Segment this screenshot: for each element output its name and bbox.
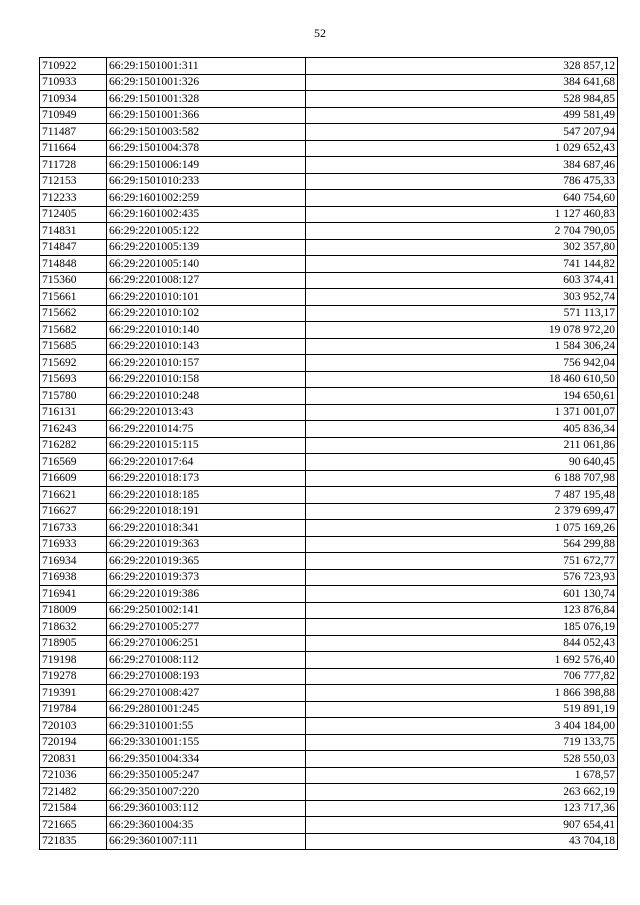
cadastral-number-cell: 66:29:2201010:143 <box>107 338 306 355</box>
row-number-cell: 721584 <box>40 800 107 817</box>
table-row <box>40 256 618 273</box>
cadastral-number-cell: 66:29:3601003:112 <box>107 800 306 817</box>
table-row <box>40 371 618 388</box>
cadastral-number-cell: 66:29:2201018:173 <box>107 470 306 487</box>
cadastral-value-cell: 756 942,04 <box>306 355 618 372</box>
row-number-cell: 721036 <box>40 767 107 784</box>
row-number-cell: 716941 <box>40 586 107 603</box>
row-number-cell: 719784 <box>40 701 107 718</box>
table-row <box>40 520 618 537</box>
row-number-cell: 712405 <box>40 206 107 223</box>
table-row <box>40 718 618 735</box>
cadastral-value-cell: 7 487 195,48 <box>306 487 618 504</box>
row-number-cell: 711664 <box>40 140 107 157</box>
row-number-cell: 720103 <box>40 718 107 735</box>
cadastral-value-cell: 1 678,57 <box>306 767 618 784</box>
cadastral-number-cell: 66:29:2701008:112 <box>107 652 306 669</box>
table-row <box>40 701 618 718</box>
cadastral-value-cell: 706 777,82 <box>306 668 618 685</box>
cadastral-value-cell: 519 891,19 <box>306 701 618 718</box>
cadastral-value-cell: 844 052,43 <box>306 635 618 652</box>
row-number-cell: 714848 <box>40 256 107 273</box>
row-number-cell: 715693 <box>40 371 107 388</box>
cadastral-value-cell: 528 984,85 <box>306 91 618 108</box>
cadastral-number-cell: 66:29:2201017:64 <box>107 454 306 471</box>
cadastral-value-cell: 123 876,84 <box>306 602 618 619</box>
row-number-cell: 720831 <box>40 751 107 768</box>
cadastral-number-cell: 66:29:1501003:582 <box>107 124 306 141</box>
row-number-cell: 711728 <box>40 157 107 174</box>
cadastral-number-cell: 66:29:1501004:378 <box>107 140 306 157</box>
cadastral-number-cell: 66:29:2201005:139 <box>107 239 306 256</box>
cadastral-number-cell: 66:29:2201010:101 <box>107 289 306 306</box>
cadastral-value-cell: 603 374,41 <box>306 272 618 289</box>
table-row <box>40 784 618 801</box>
table-row <box>40 437 618 454</box>
table-row <box>40 470 618 487</box>
cadastral-number-cell: 66:29:1601002:435 <box>107 206 306 223</box>
table-row <box>40 190 618 207</box>
cadastral-value-cell: 303 952,74 <box>306 289 618 306</box>
cadastral-number-cell: 66:29:2201019:363 <box>107 536 306 553</box>
cadastral-number-cell: 66:29:1501001:326 <box>107 74 306 91</box>
table-row <box>40 206 618 223</box>
row-number-cell: 716733 <box>40 520 107 537</box>
table-row <box>40 569 618 586</box>
table-row <box>40 91 618 108</box>
table-row <box>40 322 618 339</box>
cadastral-value-cell: 564 299,88 <box>306 536 618 553</box>
table-row <box>40 173 618 190</box>
cadastral-number-cell: 66:29:1501010:233 <box>107 173 306 190</box>
cadastral-number-cell: 66:29:2201015:115 <box>107 437 306 454</box>
table-row <box>40 355 618 372</box>
cadastral-value-cell: 194 650,61 <box>306 388 618 405</box>
cadastral-number-cell: 66:29:1501006:149 <box>107 157 306 174</box>
table-row <box>40 239 618 256</box>
table-row <box>40 487 618 504</box>
row-number-cell: 711487 <box>40 124 107 141</box>
cadastral-value-cell: 19 078 972,20 <box>306 322 618 339</box>
table-row <box>40 388 618 405</box>
cadastral-value-cell: 1 127 460,83 <box>306 206 618 223</box>
cadastral-value-cell: 263 662,19 <box>306 784 618 801</box>
table-row <box>40 223 618 240</box>
cadastral-value-cell: 2 379 699,47 <box>306 503 618 520</box>
cadastral-value-cell: 571 113,17 <box>306 305 618 322</box>
cadastral-number-cell: 66:29:2501002:141 <box>107 602 306 619</box>
cadastral-number-cell: 66:29:2201010:140 <box>107 322 306 339</box>
table-row <box>40 289 618 306</box>
row-number-cell: 721835 <box>40 833 107 850</box>
row-number-cell: 720194 <box>40 734 107 751</box>
cadastral-number-cell: 66:29:3601004:35 <box>107 817 306 834</box>
cadastral-number-cell: 66:29:2201005:122 <box>107 223 306 240</box>
cadastral-value-cell: 1 371 001,07 <box>306 404 618 421</box>
cadastral-number-cell: 66:29:2201019:365 <box>107 553 306 570</box>
row-number-cell: 715780 <box>40 388 107 405</box>
table-row <box>40 140 618 157</box>
table-row <box>40 602 618 619</box>
row-number-cell: 715662 <box>40 305 107 322</box>
table-row <box>40 305 618 322</box>
table-row <box>40 817 618 834</box>
row-number-cell: 716282 <box>40 437 107 454</box>
cadastral-value-cell: 576 723,93 <box>306 569 618 586</box>
cadastral-value-cell: 185 076,19 <box>306 619 618 636</box>
row-number-cell: 718905 <box>40 635 107 652</box>
cadastral-value-cell: 90 640,45 <box>306 454 618 471</box>
table-row <box>40 800 618 817</box>
cadastral-value-cell: 719 133,75 <box>306 734 618 751</box>
cadastral-value-cell: 1 866 398,88 <box>306 685 618 702</box>
table-row <box>40 404 618 421</box>
cadastral-number-cell: 66:29:3101001:55 <box>107 718 306 735</box>
cadastral-value-cell: 211 061,86 <box>306 437 618 454</box>
row-number-cell: 718632 <box>40 619 107 636</box>
cadastral-value-cell: 499 581,49 <box>306 107 618 124</box>
row-number-cell: 716609 <box>40 470 107 487</box>
cadastral-value-cell: 547 207,94 <box>306 124 618 141</box>
cadastral-number-cell: 66:29:2701006:251 <box>107 635 306 652</box>
cadastral-number-cell: 66:29:3301001:155 <box>107 734 306 751</box>
cadastral-value-cell: 640 754,60 <box>306 190 618 207</box>
row-number-cell: 718009 <box>40 602 107 619</box>
table-body <box>40 58 618 850</box>
cadastral-value-cell: 741 144,82 <box>306 256 618 273</box>
cadastral-value-cell: 786 475,33 <box>306 173 618 190</box>
row-number-cell: 716938 <box>40 569 107 586</box>
cadastral-number-cell: 66:29:2201019:373 <box>107 569 306 586</box>
cadastral-number-cell: 66:29:3501004:334 <box>107 751 306 768</box>
cadastral-value-cell: 751 672,77 <box>306 553 618 570</box>
row-number-cell: 710934 <box>40 91 107 108</box>
row-number-cell: 721665 <box>40 817 107 834</box>
cadastral-number-cell: 66:29:3501007:220 <box>107 784 306 801</box>
cadastral-number-cell: 66:29:1501001:328 <box>107 91 306 108</box>
table-row <box>40 833 618 850</box>
table-row <box>40 652 618 669</box>
cadastral-number-cell: 66:29:2201018:341 <box>107 520 306 537</box>
table-row <box>40 751 618 768</box>
cadastral-number-cell: 66:29:2201008:127 <box>107 272 306 289</box>
table-row <box>40 536 618 553</box>
row-number-cell: 716933 <box>40 536 107 553</box>
table-row <box>40 107 618 124</box>
cadastral-number-cell: 66:29:2201010:102 <box>107 305 306 322</box>
table-row <box>40 124 618 141</box>
cadastral-number-cell: 66:29:2201005:140 <box>107 256 306 273</box>
cadastral-value-cell: 1 584 306,24 <box>306 338 618 355</box>
table-row <box>40 338 618 355</box>
cadastral-number-cell: 66:29:2201010:157 <box>107 355 306 372</box>
cadastral-value-cell: 384 687,46 <box>306 157 618 174</box>
row-number-cell: 716621 <box>40 487 107 504</box>
cadastral-value-cell: 384 641,68 <box>306 74 618 91</box>
cadastral-number-cell: 66:29:1501001:311 <box>107 58 306 75</box>
row-number-cell: 715692 <box>40 355 107 372</box>
cadastral-value-cell: 123 717,36 <box>306 800 618 817</box>
cadastral-number-cell: 66:29:2201010:158 <box>107 371 306 388</box>
cadastral-value-cell: 1 029 652,43 <box>306 140 618 157</box>
row-number-cell: 716131 <box>40 404 107 421</box>
cadastral-value-cell: 907 654,41 <box>306 817 618 834</box>
row-number-cell: 716243 <box>40 421 107 438</box>
row-number-cell: 719198 <box>40 652 107 669</box>
table-row <box>40 586 618 603</box>
row-number-cell: 710949 <box>40 107 107 124</box>
row-number-cell: 721482 <box>40 784 107 801</box>
table-row <box>40 668 618 685</box>
table-row <box>40 635 618 652</box>
table-row <box>40 74 618 91</box>
cadastral-number-cell: 66:29:2201018:191 <box>107 503 306 520</box>
cadastral-number-cell: 66:29:2701005:277 <box>107 619 306 636</box>
cadastral-value-cell: 3 404 184,00 <box>306 718 618 735</box>
cadastral-value-cell: 405 836,34 <box>306 421 618 438</box>
cadastral-value-cell: 6 188 707,98 <box>306 470 618 487</box>
table-row <box>40 272 618 289</box>
row-number-cell: 714847 <box>40 239 107 256</box>
cadastral-value-cell: 1 075 169,26 <box>306 520 618 537</box>
table-row <box>40 421 618 438</box>
row-number-cell: 715682 <box>40 322 107 339</box>
cadastral-value-cell: 43 704,18 <box>306 833 618 850</box>
table-row <box>40 619 618 636</box>
cadastral-value-cell: 2 704 790,05 <box>306 223 618 240</box>
table-row <box>40 734 618 751</box>
row-number-cell: 712153 <box>40 173 107 190</box>
row-number-cell: 714831 <box>40 223 107 240</box>
row-number-cell: 715661 <box>40 289 107 306</box>
cadastral-value-cell: 18 460 610,50 <box>306 371 618 388</box>
page-number: 52 <box>314 26 326 40</box>
table-row <box>40 553 618 570</box>
cadastral-number-cell: 66:29:2201013:43 <box>107 404 306 421</box>
table-row <box>40 767 618 784</box>
row-number-cell: 716569 <box>40 454 107 471</box>
row-number-cell: 715685 <box>40 338 107 355</box>
cadastral-value-cell: 601 130,74 <box>306 586 618 603</box>
row-number-cell: 710933 <box>40 74 107 91</box>
cadastral-number-cell: 66:29:2201018:185 <box>107 487 306 504</box>
table-row <box>40 454 618 471</box>
cadastral-number-cell: 66:29:3601007:111 <box>107 833 306 850</box>
table-row <box>40 157 618 174</box>
row-number-cell: 715360 <box>40 272 107 289</box>
cadastral-number-cell: 66:29:2201019:386 <box>107 586 306 603</box>
cadastral-number-cell: 66:29:1501001:366 <box>107 107 306 124</box>
cadastral-number-cell: 66:29:2801001:245 <box>107 701 306 718</box>
table-row <box>40 58 618 75</box>
cadastral-value-cell: 1 692 576,40 <box>306 652 618 669</box>
cadastral-value-cell: 328 857,12 <box>306 58 618 75</box>
row-number-cell: 716934 <box>40 553 107 570</box>
row-number-cell: 710922 <box>40 58 107 75</box>
cadastral-value-cell: 302 357,80 <box>306 239 618 256</box>
cadastral-number-cell: 66:29:2701008:427 <box>107 685 306 702</box>
table-row <box>40 503 618 520</box>
row-number-cell: 719278 <box>40 668 107 685</box>
cadastral-number-cell: 66:29:2701008:193 <box>107 668 306 685</box>
cadastral-value-table <box>39 57 618 850</box>
row-number-cell: 716627 <box>40 503 107 520</box>
cadastral-value-cell: 528 550,03 <box>306 751 618 768</box>
cadastral-number-cell: 66:29:2201010:248 <box>107 388 306 405</box>
row-number-cell: 719391 <box>40 685 107 702</box>
cadastral-number-cell: 66:29:2201014:75 <box>107 421 306 438</box>
cadastral-number-cell: 66:29:1601002:259 <box>107 190 306 207</box>
cadastral-number-cell: 66:29:3501005:247 <box>107 767 306 784</box>
table-row <box>40 685 618 702</box>
row-number-cell: 712233 <box>40 190 107 207</box>
